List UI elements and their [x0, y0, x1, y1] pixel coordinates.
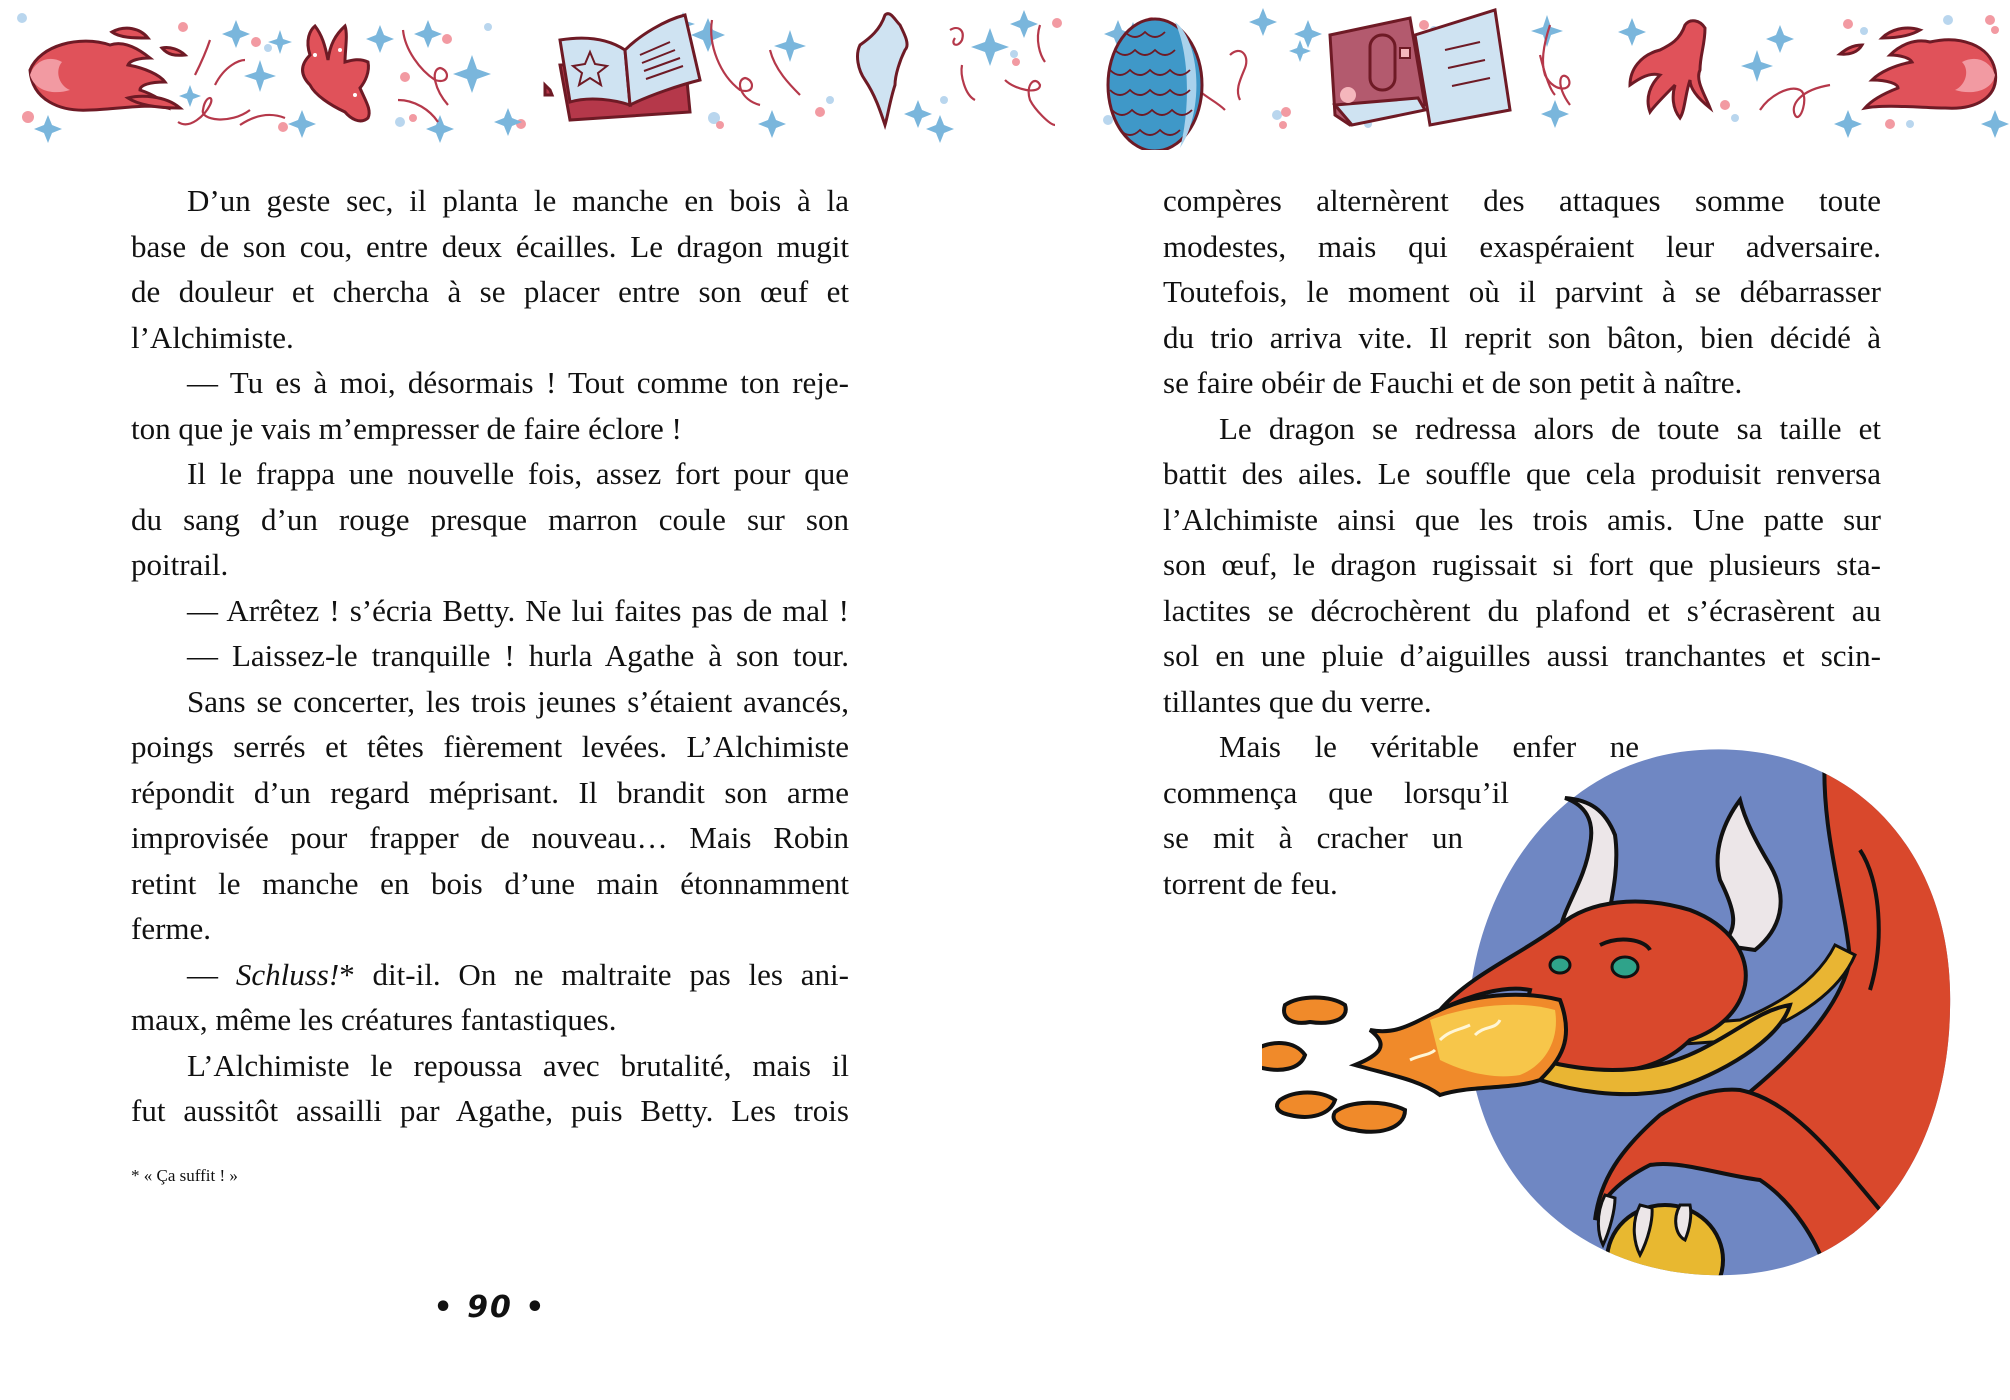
text-line: L’Alchimiste le repoussa avec brutalité, mais il — [187, 1047, 849, 1083]
footnote: * « Ça suffit ! » — [131, 1166, 238, 1185]
text-line: D’un geste sec, il planta le manche en bois à la — [187, 183, 849, 218]
eye — [1550, 957, 1570, 973]
text-line: Sans se concerter, les trois jeunes s’étaient avancés, — [187, 683, 849, 719]
text-line: compères alternèrent des attaques somme toute — [1163, 183, 1881, 218]
text-line: ton que je vais m’empresser de faire éclore ! — [131, 410, 682, 446]
text-line: ferme. — [131, 911, 212, 946]
dragon-claw-icon — [1630, 21, 1710, 118]
fire-puff — [1284, 998, 1346, 1023]
fire-puff — [1277, 1093, 1335, 1117]
text-line: Mais le véritable enfer ne — [1219, 729, 1639, 764]
dragon-tooth-icon — [858, 14, 908, 125]
text-line: répondit d’un regard méprisant. Il brandit son arme — [131, 774, 849, 810]
text-line: — Laissez-le tranquille ! hurla Agathe à son tour. — [187, 638, 849, 673]
text-line: fut aussitôt assailli par Agathe, puis Betty. Les trois — [131, 1093, 849, 1128]
text-line: lactites se décrochèrent du plafond et s’écrasèrent au — [1163, 592, 1881, 628]
text-line: battit des ailes. Le souffle que cela produisit renversa — [1163, 456, 1881, 491]
spell-book-icon — [545, 15, 700, 120]
eye — [1612, 957, 1638, 977]
text-line: modestes, mais qui exaspéraient leur adversaire. — [1163, 228, 1881, 264]
text-line: — Arrêtez ! s’écria Betty. Ne lui faites pas de mal ! — [187, 592, 849, 628]
text-line — [131, 952, 849, 998]
text-line: commença que lorsqu’il — [1163, 774, 1509, 810]
text-line: base de son cou, entre deux écailles. Le dragon mugit — [131, 228, 849, 264]
page-number: • 90 • — [433, 1290, 547, 1325]
text-line: l’Alchimiste ainsi que les trois amis. Une patte sur — [1163, 501, 1881, 537]
text-line: son œuf, le dragon rugissait si fort que plusieurs sta- — [1163, 547, 1881, 582]
text-line: Il le frappa une nouvelle fois, assez fort pour que — [187, 456, 849, 491]
text-line: tillantes que du verre. — [1163, 683, 1432, 719]
text-line: poitrail. — [131, 547, 229, 582]
line-suffix: * dit-il. On ne maltraite pas les ani- — [339, 956, 849, 992]
text-line: se mit à cracher un — [1163, 820, 1463, 855]
dragon-claw-icon — [303, 26, 370, 121]
text-line: poings serrés et têtes fièrement levées. L’Alchimiste — [131, 729, 849, 764]
decorative-banner — [0, 0, 2010, 150]
text-line: du sang d’un rouge presque marron coule sur son — [131, 501, 849, 537]
text-line: maux, même les créatures fantastiques. — [131, 1002, 617, 1037]
fireball-icon — [1840, 28, 1996, 108]
text-line: Toutefois, le moment où il parvint à se débarrasser — [1163, 274, 1881, 309]
text-line: de douleur et chercha à se placer entre son œuf et — [131, 274, 849, 309]
text-line: l’Alchimiste. — [131, 319, 294, 355]
dash: — — [187, 956, 236, 992]
text-line: du trio arriva vite. Il reprit son bâton, bien décidé à — [1163, 319, 1881, 355]
left-page-text — [131, 178, 849, 1134]
dragon-egg-icon — [1108, 19, 1202, 150]
dragon-illustration — [1262, 740, 1962, 1285]
fireball-icon — [30, 28, 185, 110]
text-line: torrent de feu. — [1163, 865, 1338, 901]
text-line: — Tu es à moi, désormais ! Tout comme ton reje- — [187, 365, 849, 400]
text-line: Le dragon se redressa alors de toute sa taille et — [1219, 410, 1881, 446]
fire-puff — [1334, 1103, 1405, 1132]
fire-puff — [1262, 1043, 1305, 1070]
text-line: sol en une pluie d’aiguilles aussi tranchantes et scin- — [1163, 638, 1881, 673]
text-line: retint le manche en bois d’une main étonnamment — [131, 865, 849, 901]
text-line: se faire obéir de Fauchi et de son petit à naître. — [1163, 365, 1743, 400]
italic-word: Schluss! — [235, 956, 340, 992]
text-line: improvisée pour frapper de nouveau… Mais Robin — [131, 820, 849, 855]
